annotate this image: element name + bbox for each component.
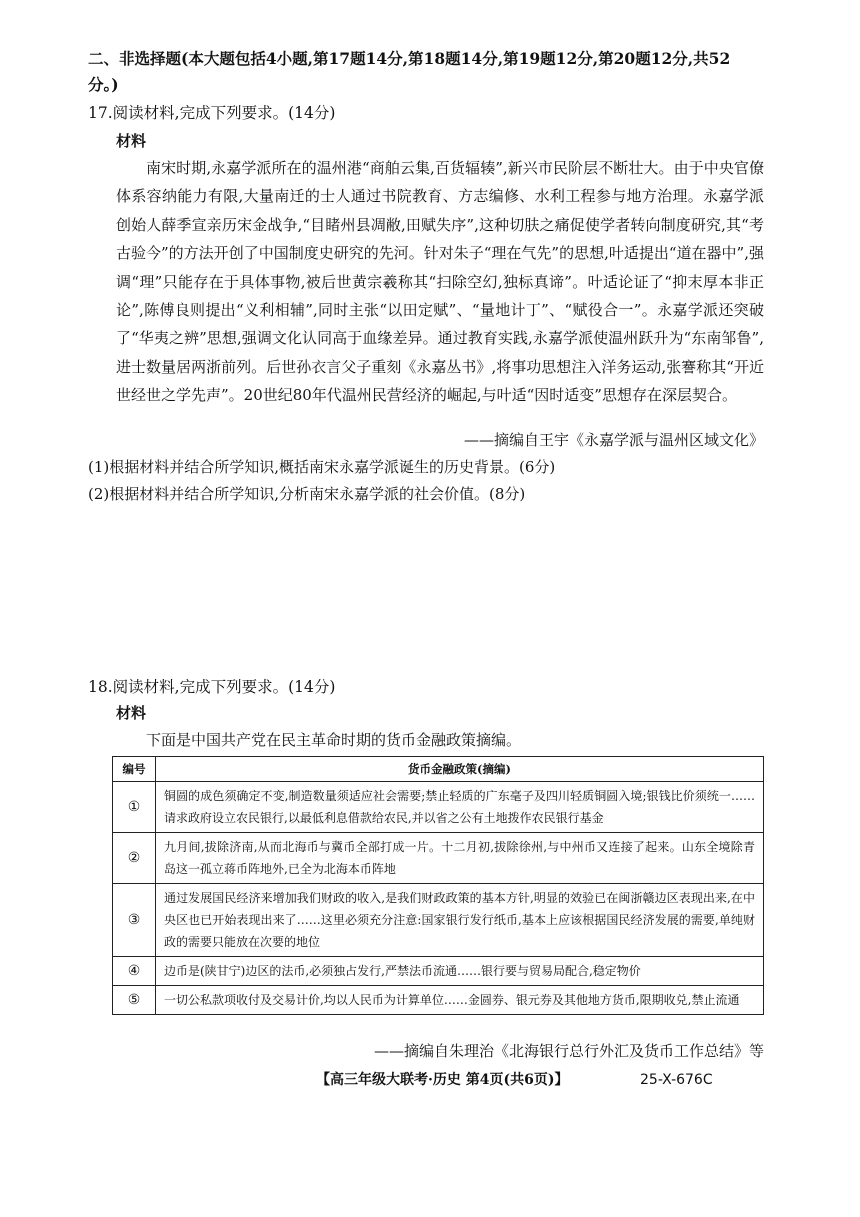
question-18-intro: 下面是中国共产党在民主革命时期的货币金融政策摘编。 (146, 731, 522, 749)
question-18-source: ——摘编自朱理治《北海银行总行外汇及货币工作总结》等 (373, 1042, 764, 1060)
question-18-material-label: 材料 (116, 704, 147, 722)
table-row (113, 986, 764, 1015)
question-17-requirement-1: (1)根据材料并结合所学知识,概括南宋永嘉学派诞生的历史背景。(6分) (88, 458, 556, 476)
row-text: 九月间,拔除济南,从而北海币与冀币全部打成一片。十二月初,拔除徐州,与中州币又连接了起来。山东全境除青岛这一孤立蒋币阵地外,已全为北海本币阵地 (156, 833, 764, 884)
header-number: 编号 (113, 757, 156, 782)
policy-table (112, 756, 764, 1015)
table-row (113, 884, 764, 957)
footer-exam-info: 【高三年级大联考·历史 第4页(共6页)】 (316, 1072, 569, 1088)
table-row (113, 957, 764, 986)
row-number: ① (113, 782, 156, 833)
question-17-material-label: 材料 (116, 132, 147, 150)
row-text: 边币是(陕甘宁)边区的法币,必须独占发行,严禁法币流通……银行要与贸易局配合,稳定物价 (156, 957, 764, 986)
row-number: ⑤ (113, 986, 156, 1015)
question-17-source: ——摘编自王宇《永嘉学派与温州区域文化》 (463, 431, 764, 449)
question-17-material-text: 南宋时期,永嘉学派所在的温州港“商舶云集,百货辐辏”,新兴市民阶层不断壮大。由于中央官僚体系容纳能力有限,大量南迁的士人通过书院教育、方志编修、水利工程参与地方治理。永嘉学派创始人薛季宣亲历宋金战争,“目睹州县凋敝,田赋失序”,这种切肤之痛促使学者转向制度研究,其“考古验今”的方法开创了中国制度史研究的先河。针对朱子“理在气先”的思想,叶适提出“道在器中”,强调“理”只能存在于具体事物,被后世黄宗羲称其“扫除空幻,独标真谛”。叶适论证了“抑末厚本非正论”,陈傅良则提出“义利相辅”,同时主张“以田定赋”、“量地计丁”、“赋役合一”。永嘉学派还突破了“华夷之辨”思想,强调文化认同高于血缘差异。通过教育实践,永嘉学派使温州跃升为“东南邹鲁”,进士数量居两浙前列。后世孙衣言父子重刻《永嘉丛书》,将事功思想注入洋务运动,张謇称其“开近世经世之学先声”。20世纪80年代温州民营经济的崛起,与叶适“因时适变”思想存在深层契合。 (116, 159, 764, 405)
table-row (113, 833, 764, 884)
row-number: ③ (113, 884, 156, 957)
row-text: 一切公私款项收付及交易计价,均以人民币为计算单位……金圆券、银元券及其他地方货币,限期收兑,禁止流通 (156, 986, 764, 1015)
row-number: ④ (113, 957, 156, 986)
question-17-title: 17.阅读材料,完成下列要求。(14分) (88, 104, 336, 122)
row-text: 铜圆的成色须确定不变,制造数量须适应社会需要;禁止轻质的广东毫子及四川轻质铜圆入境;银钱比价须统一……请求政府设立农民银行,以最低利息借款给农民,并以省之公有土地拨作农民银行基金 (156, 782, 764, 833)
footer-code: 25-X-676C (640, 1072, 713, 1088)
header-policy: 货币金融政策(摘编) (156, 757, 764, 782)
section-heading: 二、非选择题(本大题包括4小题,第17题14分,第18题14分,第19题12分,第20题12分,共52分。) (88, 49, 731, 94)
row-number: ② (113, 833, 156, 884)
question-18-title: 18.阅读材料,完成下列要求。(14分) (88, 678, 336, 696)
table-header-row (113, 757, 764, 782)
row-text: 通过发展国民经济来增加我们财政的收入,是我们财政政策的基本方针,明显的效验已在闽浙赣边区表现出来,在中央区也已开始表现出来了……这里必须充分注意:国家银行发行纸币,基本上应该根据国民经济发展的需要,单纯财政的需要只能放在次要的地位 (156, 884, 764, 957)
table-row (113, 782, 764, 833)
question-17-requirement-2: (2)根据材料并结合所学知识,分析南宋永嘉学派的社会价值。(8分) (88, 485, 526, 503)
